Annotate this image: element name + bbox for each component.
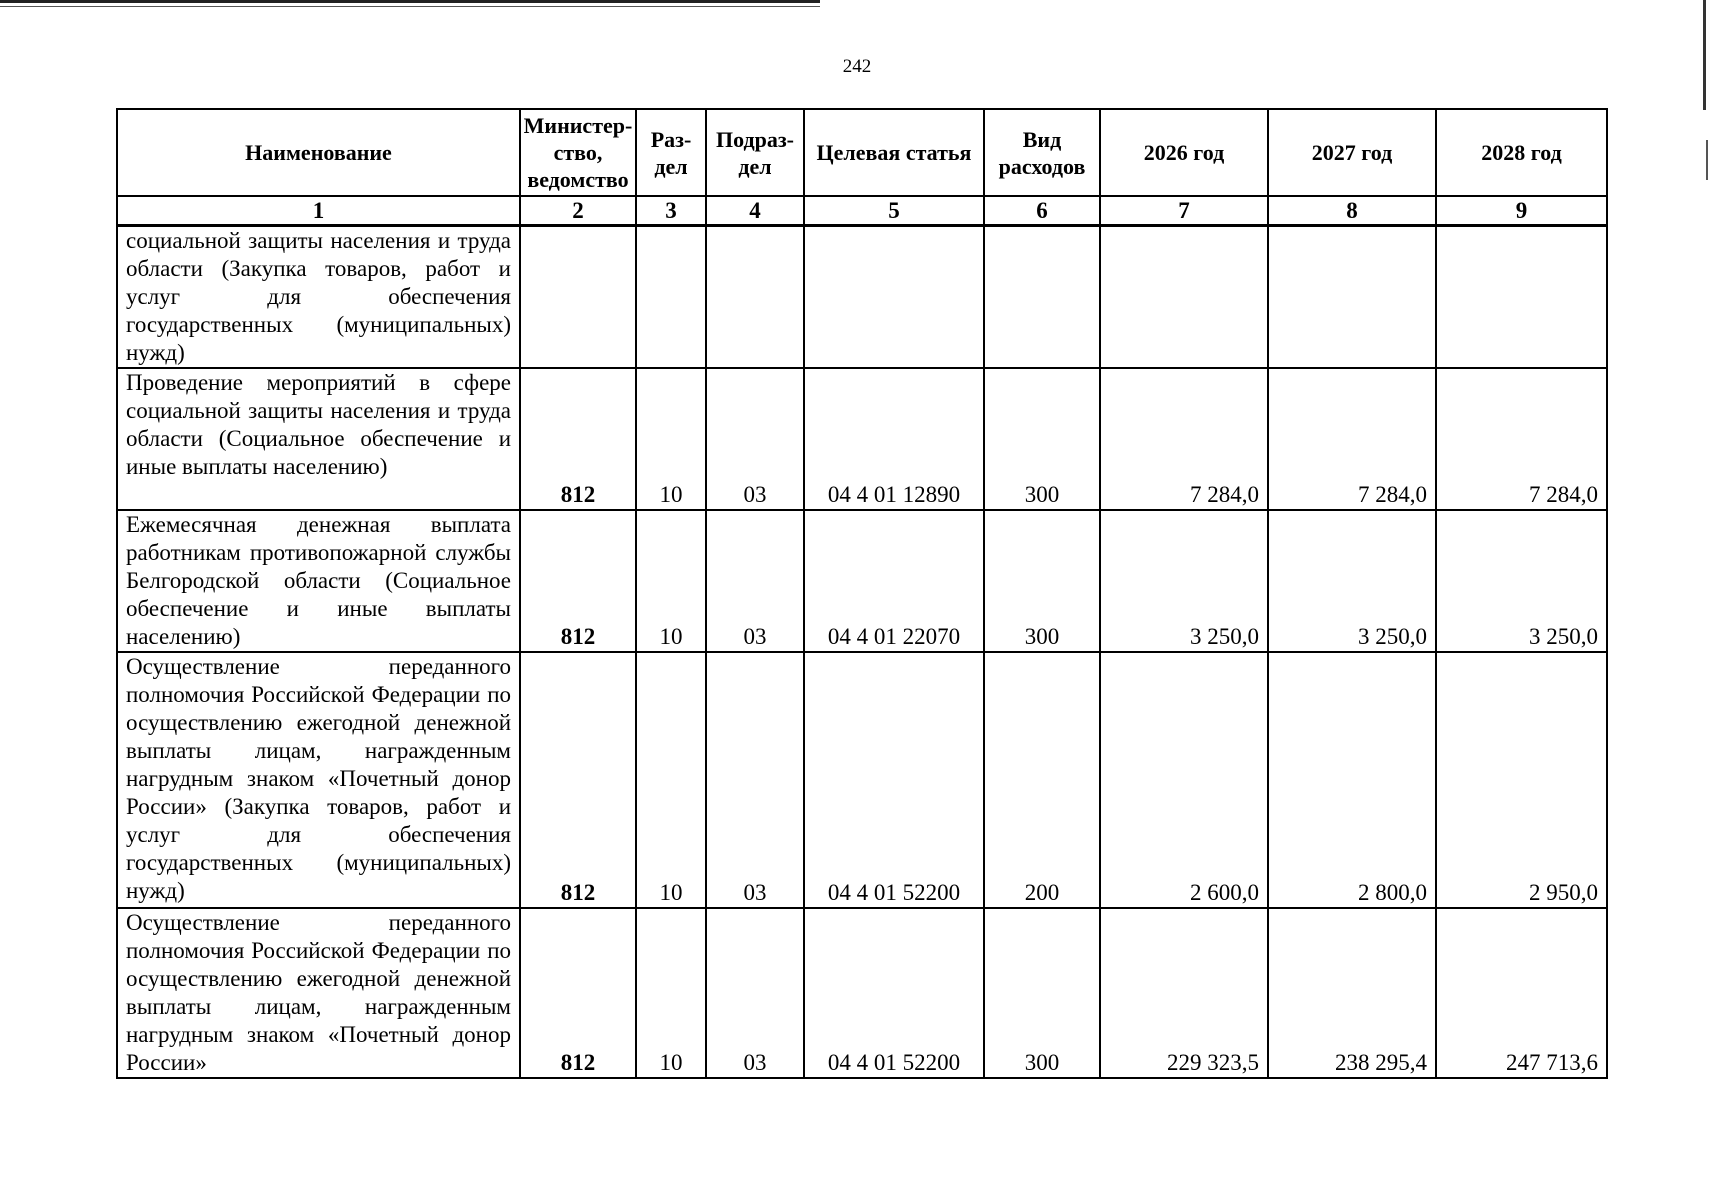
row-2026: 3 250,0 — [1100, 510, 1268, 652]
row-expense-type: 300 — [984, 510, 1100, 652]
table-row — [117, 368, 1607, 510]
row-2026: 7 284,0 — [1100, 368, 1268, 510]
header-2026: 2026 год — [1100, 109, 1268, 196]
row-ministry: 812 — [520, 908, 636, 1078]
scan-edge-mark — [1703, 0, 1706, 110]
row-2027 — [1268, 226, 1436, 369]
table-row — [117, 226, 1607, 369]
row-name — [117, 368, 520, 510]
row-expense-type — [984, 226, 1100, 369]
scan-edge-line-thin — [0, 6, 820, 7]
column-number: 4 — [706, 196, 804, 226]
row-2028 — [1436, 226, 1607, 369]
row-section — [636, 226, 706, 369]
row-2027: 3 250,0 — [1268, 510, 1436, 652]
row-name-text: Осуществление переданного полномочия Российской Федерации по осуществлению ежегодной денежной выплаты лицам, награжденным нагрудным знаком «Почетный донор России» (Закупка товаров, работ и услуг для обеспечения государственных (муниципальных) нужд) — [126, 654, 511, 903]
column-number: 3 — [636, 196, 706, 226]
row-2028: 3 250,0 — [1436, 510, 1607, 652]
row-subsection: 03 — [706, 510, 804, 652]
row-expense-type: 300 — [984, 908, 1100, 1078]
header-section: Раз-дел — [636, 109, 706, 196]
row-name — [117, 908, 520, 1078]
row-2027: 7 284,0 — [1268, 368, 1436, 510]
row-expense-type: 300 — [984, 368, 1100, 510]
scan-edge-line — [0, 0, 820, 3]
column-number: 7 — [1100, 196, 1268, 226]
table-header-row — [117, 109, 1607, 196]
row-2028: 7 284,0 — [1436, 368, 1607, 510]
header-name: Наименование — [117, 109, 520, 196]
row-2028: 247 713,6 — [1436, 908, 1607, 1078]
row-2026: 229 323,5 — [1100, 908, 1268, 1078]
row-2026: 2 600,0 — [1100, 652, 1268, 908]
header-2028: 2028 год — [1436, 109, 1607, 196]
row-ministry: 812 — [520, 368, 636, 510]
row-name-text: социальной защиты населения и труда области (Закупка товаров, работ и услуг для обеспечения государственных (муниципальных) нужд) — [126, 228, 511, 365]
row-target: 04 4 01 12890 — [804, 368, 984, 510]
row-ministry: 812 — [520, 652, 636, 908]
row-ministry — [520, 226, 636, 369]
row-subsection — [706, 226, 804, 369]
column-number: 2 — [520, 196, 636, 226]
row-target — [804, 226, 984, 369]
scan-edge-mark-lower — [1706, 140, 1708, 180]
header-expense-type: Вид расходов — [984, 109, 1100, 196]
row-section: 10 — [636, 908, 706, 1078]
header-target: Целевая статья — [804, 109, 984, 196]
column-number: 8 — [1268, 196, 1436, 226]
row-2027: 238 295,4 — [1268, 908, 1436, 1078]
header-2027: 2027 год — [1268, 109, 1436, 196]
row-name-text: Ежемесячная денежная выплата работникам противопожарной службы Белгородской области (Социальное обеспечение и иные выплаты населению) — [126, 512, 511, 649]
column-number: 6 — [984, 196, 1100, 226]
row-2026 — [1100, 226, 1268, 369]
row-section: 10 — [636, 652, 706, 908]
header-ministry: Министер-ство, ведомство — [520, 109, 636, 196]
row-section: 10 — [636, 368, 706, 510]
row-name-text: Проведение мероприятий в сфере социальной защиты населения и труда области (Социальное обеспечение и иные выплаты населению) — [126, 370, 511, 479]
row-target: 04 4 01 52200 — [804, 652, 984, 908]
column-number: 1 — [117, 196, 520, 226]
row-subsection: 03 — [706, 908, 804, 1078]
column-number-row — [117, 196, 1607, 226]
column-number: 5 — [804, 196, 984, 226]
row-2027: 2 800,0 — [1268, 652, 1436, 908]
row-name — [117, 652, 520, 908]
table-row — [117, 510, 1607, 652]
row-section: 10 — [636, 510, 706, 652]
row-ministry: 812 — [520, 510, 636, 652]
budget-table — [116, 108, 1608, 1079]
row-subsection: 03 — [706, 652, 804, 908]
row-target: 04 4 01 52200 — [804, 908, 984, 1078]
row-name — [117, 510, 520, 652]
row-subsection: 03 — [706, 368, 804, 510]
row-name-text: Осуществление переданного полномочия Российской Федерации по осуществлению ежегодной денежной выплаты лицам, награжденным нагрудным знаком «Почетный донор России» — [126, 910, 511, 1075]
table-row — [117, 908, 1607, 1078]
page-number: 242 — [842, 56, 872, 77]
row-target: 04 4 01 22070 — [804, 510, 984, 652]
row-expense-type: 200 — [984, 652, 1100, 908]
header-subsection: Подраз-дел — [706, 109, 804, 196]
column-number: 9 — [1436, 196, 1607, 226]
table-row — [117, 652, 1607, 908]
row-name — [117, 226, 520, 369]
row-2028: 2 950,0 — [1436, 652, 1607, 908]
